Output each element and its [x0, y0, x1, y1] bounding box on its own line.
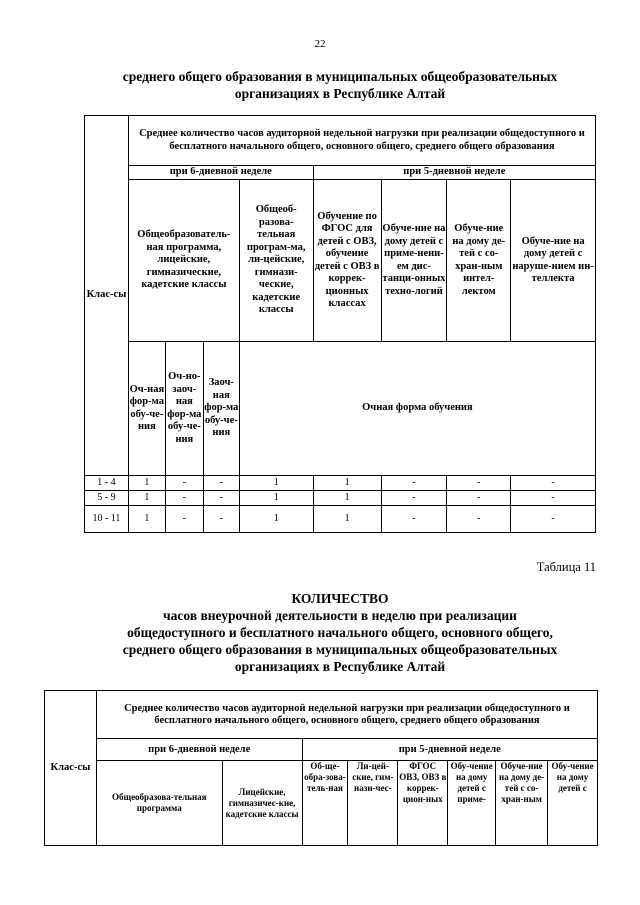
value-cell: - [381, 506, 447, 533]
classes-header: Клас-сы [45, 691, 97, 846]
five-col-header: Обучение по ФГОС для детей с ОВЗ, обучение детей с ОВЗ в коррек-ционных классах [313, 180, 381, 342]
five-col-header: Обуче-ние на дому де-тей с со-хран-ным интел-лектом [447, 180, 511, 342]
value-cell: 1 [313, 506, 381, 533]
value-cell: 1 [239, 491, 313, 506]
table-row [85, 491, 596, 506]
value-cell: 1 [313, 476, 381, 491]
form-header: Заоч-ная фор-ма обу-че-ния [203, 342, 239, 476]
value-cell: - [447, 476, 511, 491]
general-program-header: Общеобразователь-ная программа, лицейские, гимназические, кадетские классы [128, 180, 239, 342]
title-line: среднего общего образования в муниципальных общеобразовательных [122, 69, 558, 84]
hours-table [84, 115, 596, 533]
value-cell: 1 [128, 506, 165, 533]
column-header: ФГОС ОВЗ, ОВЗ в коррек-цион-ных [398, 761, 448, 846]
value-cell: - [165, 491, 203, 506]
value-cell: - [511, 476, 596, 491]
value-cell: 1 [313, 491, 381, 506]
six-day-header: при 6-дневной неделе [96, 739, 302, 761]
value-cell: - [447, 491, 511, 506]
five-col-header: Общеоб-разова-тельная програм-ма, ли-цейские, гимнази-ческие, кадетские классы [239, 180, 313, 342]
form-header: Оч-ная фор-ма обу-че-ния [128, 342, 165, 476]
five-col-header: Обуче-ние на дому детей с наруше-нием ин-теллекта [511, 180, 596, 342]
classes-header: Клас-сы [85, 116, 129, 476]
table10-title [40, 68, 640, 102]
column-header: Обуче-ние на дому де-тей с со-хран-ным [496, 761, 548, 846]
page-number: 22 [314, 38, 326, 50]
value-cell: - [203, 476, 239, 491]
class-cell: 10 - 11 [85, 506, 129, 533]
column-header: Обу-чение на дому детей с [548, 761, 598, 846]
value-cell: - [165, 476, 203, 491]
form-header: Оч-но-заоч-ная фор-ма обу-че-ния [165, 342, 203, 476]
main-header: Среднее количество часов аудиторной недельной нагрузки при реализации общедоступного и бесплатного начального общего, основного общего, среднего общего образования [128, 116, 595, 166]
table11-title [40, 590, 640, 675]
full-time-header: Очная форма обучения [239, 342, 595, 476]
value-cell: - [165, 506, 203, 533]
column-header: Общеобразова-тельная программа [96, 761, 222, 846]
five-day-header: при 5-дневной неделе [313, 166, 595, 180]
value-cell: - [511, 491, 596, 506]
five-col-header: Обуче-ние на дому детей с приме-нени-ем дис-танци-онных техно-логий [381, 180, 447, 342]
value-cell: 1 [239, 476, 313, 491]
value-cell: - [203, 491, 239, 506]
column-header: Об-ще-обра-зова-тель-ная [302, 761, 348, 846]
column-header: Лицейские, гимназичес-кие, кадетские классы [222, 761, 302, 846]
title-line: организациях в Республике Алтай [234, 659, 446, 674]
five-day-header: при 5-дневной неделе [302, 739, 598, 761]
value-cell: - [203, 506, 239, 533]
table-caption: Таблица 11 [536, 560, 596, 574]
main-header: Среднее количество часов аудиторной недельной нагрузки при реализации общедоступного и бесплатного начального общего, основного общего, среднего общего образования [96, 691, 597, 739]
value-cell: - [381, 491, 447, 506]
column-header: Обу-чение на дому детей с приме- [448, 761, 496, 846]
value-cell: 1 [128, 491, 165, 506]
table-row [85, 506, 596, 533]
title-line: организациях в Республике Алтай [234, 86, 446, 101]
value-cell: - [381, 476, 447, 491]
extracurricular-table [44, 690, 598, 846]
column-header: Ли-цей-ские, гим-нази-чес- [348, 761, 398, 846]
table-row [85, 476, 596, 491]
title-line: общедоступного и бесплатного начального общего, основного общего, [127, 625, 553, 640]
title-line: КОЛИЧЕСТВО [291, 591, 389, 606]
value-cell: 1 [128, 476, 165, 491]
class-cell: 1 - 4 [85, 476, 129, 491]
six-day-header: при 6-дневной неделе [128, 166, 313, 180]
title-line: часов внеурочной деятельности в неделю при реализации [163, 608, 517, 623]
value-cell: - [447, 506, 511, 533]
value-cell: 1 [239, 506, 313, 533]
value-cell: - [511, 506, 596, 533]
class-cell: 5 - 9 [85, 491, 129, 506]
title-line: среднего общего образования в муниципальных общеобразовательных [122, 642, 558, 657]
